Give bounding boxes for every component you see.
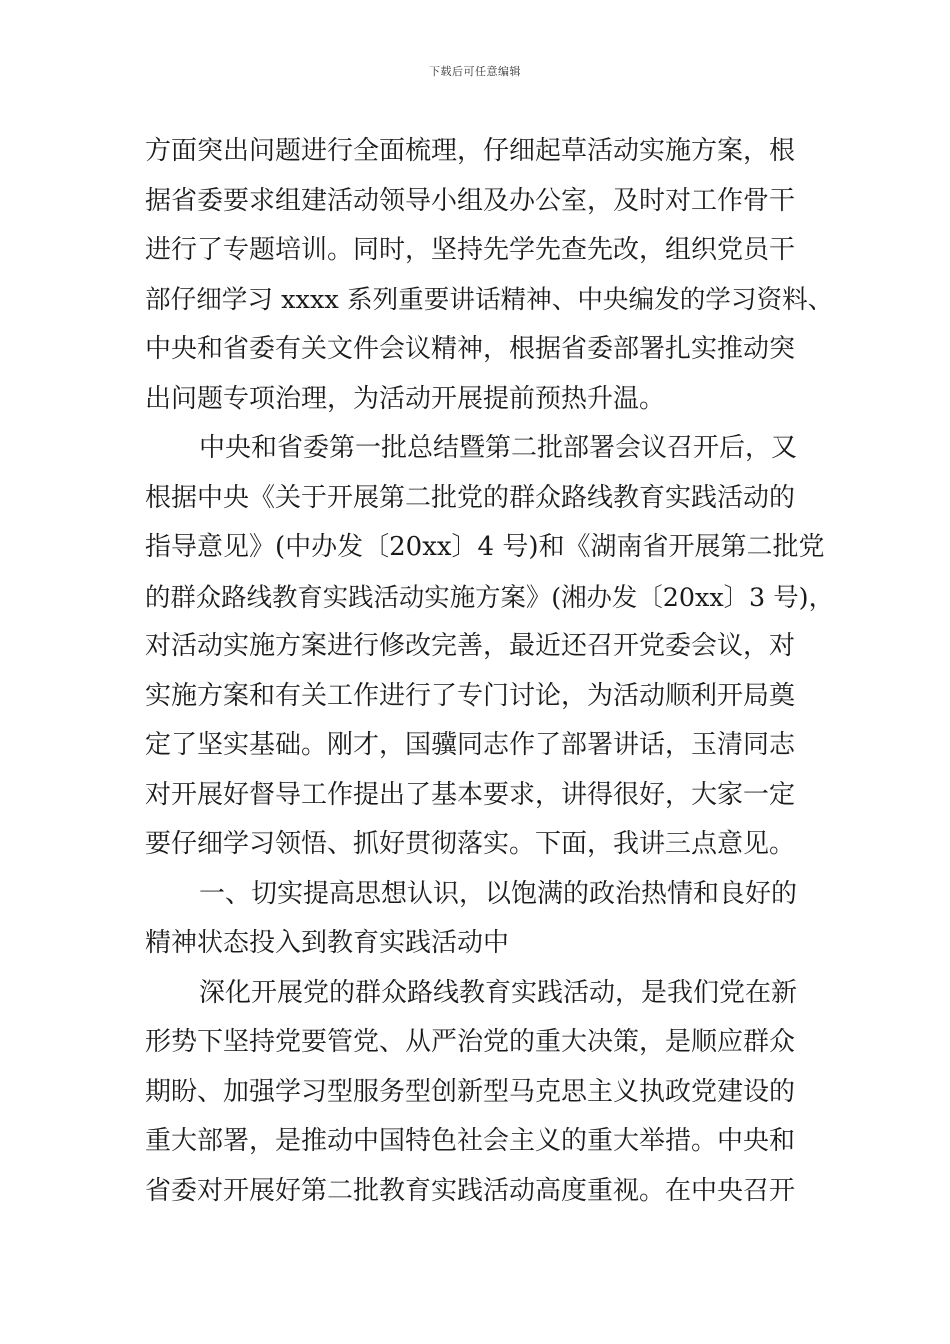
- text-line: 精神状态投入到教育实践活动中: [145, 928, 510, 958]
- text-line: 根据中央《关于开展第二批党的群众路线教育实践活动的: [145, 482, 796, 513]
- document-body: [145, 127, 835, 1216]
- text-line: 对活动实施方案进行修改完善，最近还召开党委会议，对: [145, 631, 796, 661]
- text-line: 中央和省委第一批总结暨第二批部署会议召开后，又: [199, 433, 798, 463]
- text-line: 的群众路线教育实践活动实施方案》(湘办发〔20xx〕3 号)，: [145, 581, 834, 612]
- page-header: 下载后可任意编辑: [429, 65, 521, 78]
- text-line: 实施方案和有关工作进行了专门讨论，为活动顺利开局奠: [145, 680, 796, 711]
- text-line: 部仔细学习 xxxx 系列重要讲话精神、中央编发的学习资料、: [145, 284, 834, 315]
- text-line: 形势下坚持党要管党、从严治党的重大决策，是顺应群众: [145, 1027, 796, 1057]
- text-line: 进行了专题培训。同时，坚持先学先查先改，组织党员干: [145, 235, 796, 265]
- text-line: 期盼、加强学习型服务型创新型马克思主义执政党建设的: [145, 1076, 796, 1107]
- text-line: 据省委要求组建活动领导小组及办公室，及时对工作骨干: [145, 185, 796, 216]
- text-line: 对开展好督导工作提出了基本要求，讲得很好，大家一定: [145, 779, 796, 810]
- text-line: 方面突出问题进行全面梳理，仔细起草活动实施方案，根: [145, 136, 796, 166]
- text-line: 重大部署，是推动中国特色社会主义的重大举措。中央和: [145, 1126, 796, 1156]
- text-line: 要仔细学习领悟、抓好贯彻落实。下面，我讲三点意见。: [145, 829, 796, 859]
- text-line: 定了坚实基础。刚才，国骥同志作了部署讲话，玉清同志: [145, 730, 796, 760]
- text-line: 一、切实提高思想认识，以饱满的政治热情和良好的: [199, 878, 798, 909]
- text-line: 深化开展党的群众路线教育实践活动，是我们党在新: [199, 977, 798, 1008]
- text-line: 省委对开展好第二批教育实践活动高度重视。在中央召开: [145, 1175, 796, 1206]
- text-line: 出问题专项治理，为活动开展提前预热升温。: [145, 383, 666, 414]
- text-line: 中央和省委有关文件会议精神，根据省委部署扎实推动突: [145, 334, 796, 364]
- text-line: 指导意见》(中办发〔20xx〕4 号)和《湖南省开展第二批党: [145, 532, 825, 562]
